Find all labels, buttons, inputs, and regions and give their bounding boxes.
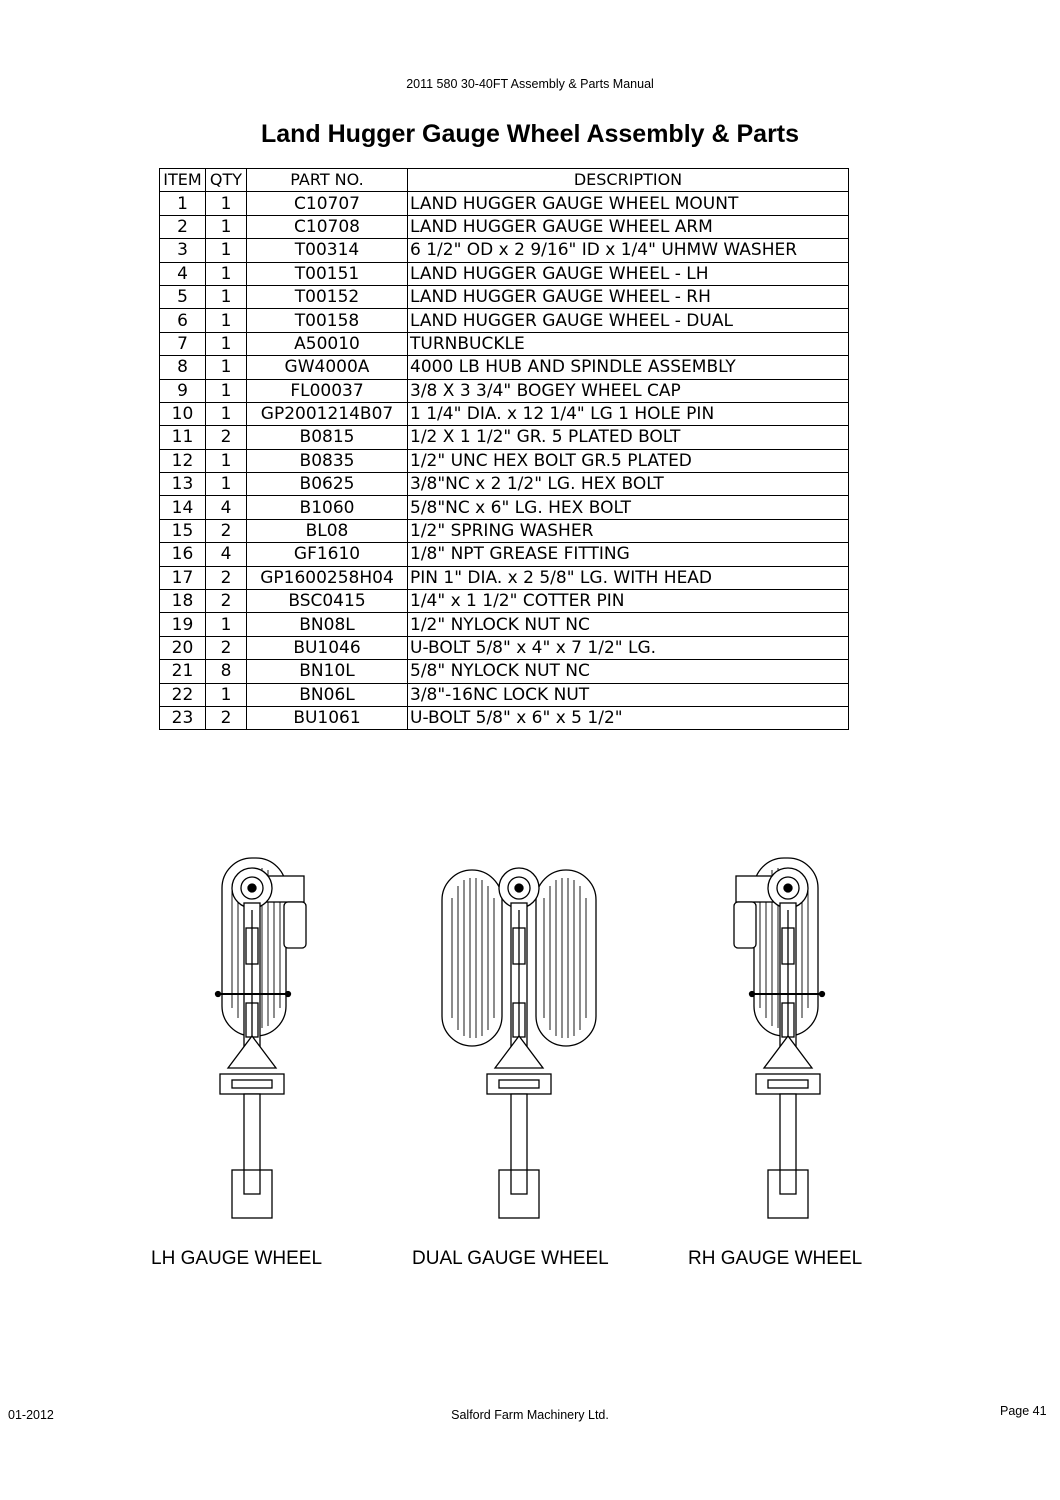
item-cell: 17 (160, 566, 206, 589)
dual-shank (511, 1094, 527, 1194)
part-no-cell: C10707 (247, 192, 408, 215)
dual-right-tire (536, 870, 596, 1046)
table-row (160, 379, 849, 402)
description-cell: 3/8"-16NC LOCK NUT (408, 683, 849, 706)
description-cell: U-BOLT 5/8" x 4" x 7 1/2" LG. (408, 636, 849, 659)
part-no-cell: A50010 (247, 332, 408, 355)
description-cell: 1/4" x 1 1/2" COTTER PIN (408, 590, 849, 613)
part-no-cell: GP2001214B07 (247, 402, 408, 425)
description-cell: 3/8"NC x 2 1/2" LG. HEX BOLT (408, 473, 849, 496)
item-cell: 4 (160, 262, 206, 285)
table-row (160, 192, 849, 215)
item-cell: 5 (160, 285, 206, 308)
qty-cell: 1 (206, 683, 247, 706)
qty-cell: 1 (206, 285, 247, 308)
item-cell: 6 (160, 309, 206, 332)
lh-shank (244, 1094, 260, 1194)
description-cell: PIN 1" DIA. x 2 5/8" LG. WITH HEAD (408, 566, 849, 589)
part-no-cell: BN06L (247, 683, 408, 706)
table-row (160, 426, 849, 449)
table-row (160, 566, 849, 589)
dual-gusset (495, 1036, 543, 1068)
table-row (160, 660, 849, 683)
qty-cell: 2 (206, 566, 247, 589)
part-no-cell: T00152 (247, 285, 408, 308)
header-part-no: PART NO. (247, 169, 408, 192)
item-cell: 7 (160, 332, 206, 355)
table-row (160, 590, 849, 613)
qty-cell: 1 (206, 309, 247, 332)
item-cell: 19 (160, 613, 206, 636)
dual-u-bolt-plate (487, 1074, 551, 1094)
table-row (160, 239, 849, 262)
rh-gauge-wheel-caption: RH GAUGE WHEEL (688, 1248, 863, 1269)
table-row (160, 496, 849, 519)
table-row (160, 543, 849, 566)
table-row (160, 215, 849, 238)
part-no-cell: BU1061 (247, 706, 408, 729)
qty-cell: 2 (206, 426, 247, 449)
part-no-cell: BN10L (247, 660, 408, 683)
item-cell: 1 (160, 192, 206, 215)
qty-cell: 1 (206, 473, 247, 496)
part-no-cell: BU1046 (247, 636, 408, 659)
manual-header: 2011 580 30-40FT Assembly & Parts Manual (406, 77, 654, 91)
qty-cell: 2 (206, 636, 247, 659)
qty-cell: 1 (206, 332, 247, 355)
table-row (160, 683, 849, 706)
lh-u-bolt-plate (220, 1074, 284, 1094)
qty-cell: 1 (206, 262, 247, 285)
description-cell: TURNBUCKLE (408, 332, 849, 355)
table-header-row (160, 169, 849, 192)
header-qty: QTY (206, 169, 247, 192)
dual-gauge-wheel-caption: DUAL GAUGE WHEEL (412, 1248, 609, 1269)
footer-company: Salford Farm Machinery Ltd. (451, 1408, 609, 1422)
rh-gusset (764, 1036, 812, 1068)
table-row (160, 332, 849, 355)
description-cell: LAND HUGGER GAUGE WHEEL ARM (408, 215, 849, 238)
table-row (160, 613, 849, 636)
qty-cell: 2 (206, 519, 247, 542)
header-item: ITEM (160, 169, 206, 192)
qty-cell: 1 (206, 449, 247, 472)
part-no-cell: T00151 (247, 262, 408, 285)
description-cell: 3/8 X 3 3/4" BOGEY WHEEL CAP (408, 379, 849, 402)
part-no-cell: GF1610 (247, 543, 408, 566)
item-cell: 21 (160, 660, 206, 683)
item-cell: 3 (160, 239, 206, 262)
table-row (160, 309, 849, 332)
table-row (160, 449, 849, 472)
qty-cell: 2 (206, 706, 247, 729)
table-row (160, 285, 849, 308)
description-cell: LAND HUGGER GAUGE WHEEL - DUAL (408, 309, 849, 332)
qty-cell: 1 (206, 239, 247, 262)
qty-cell: 1 (206, 402, 247, 425)
qty-cell: 1 (206, 356, 247, 379)
qty-cell: 1 (206, 192, 247, 215)
item-cell: 2 (160, 215, 206, 238)
description-cell: 6 1/2" OD x 2 9/16" ID x 1/4" UHMW WASHER (408, 239, 849, 262)
item-cell: 22 (160, 683, 206, 706)
part-no-cell: BN08L (247, 613, 408, 636)
description-cell: 4000 LB HUB AND SPINDLE ASSEMBLY (408, 356, 849, 379)
part-no-cell: B1060 (247, 496, 408, 519)
part-no-cell: BL08 (247, 519, 408, 542)
part-no-cell: T00314 (247, 239, 408, 262)
rh-u-bolt-plate (756, 1074, 820, 1094)
item-cell: 13 (160, 473, 206, 496)
item-cell: 23 (160, 706, 206, 729)
description-cell: 1/2" SPRING WASHER (408, 519, 849, 542)
part-no-cell: B0835 (247, 449, 408, 472)
table-row (160, 402, 849, 425)
qty-cell: 8 (206, 660, 247, 683)
description-cell: LAND HUGGER GAUGE WHEEL - LH (408, 262, 849, 285)
part-no-cell: B0815 (247, 426, 408, 449)
part-no-cell: BSC0415 (247, 590, 408, 613)
description-cell: 1/8" NPT GREASE FITTING (408, 543, 849, 566)
part-no-cell: C10708 (247, 215, 408, 238)
header-description: DESCRIPTION (408, 169, 849, 192)
description-cell: LAND HUGGER GAUGE WHEEL MOUNT (408, 192, 849, 215)
item-cell: 12 (160, 449, 206, 472)
description-cell: 1 1/4" DIA. x 12 1/4" LG 1 HOLE PIN (408, 402, 849, 425)
item-cell: 14 (160, 496, 206, 519)
item-cell: 8 (160, 356, 206, 379)
table-row (160, 262, 849, 285)
description-cell: 1/2" NYLOCK NUT NC (408, 613, 849, 636)
qty-cell: 1 (206, 613, 247, 636)
qty-cell: 2 (206, 590, 247, 613)
item-cell: 20 (160, 636, 206, 659)
footer-date: 01-2012 (8, 1408, 54, 1422)
rh-shank (780, 1094, 796, 1194)
part-no-cell: GW4000A (247, 356, 408, 379)
item-cell: 9 (160, 379, 206, 402)
item-cell: 16 (160, 543, 206, 566)
qty-cell: 1 (206, 379, 247, 402)
page-title: Land Hugger Gauge Wheel Assembly & Parts (260, 120, 800, 148)
parts-table-body (160, 192, 849, 730)
description-cell: 5/8" NYLOCK NUT NC (408, 660, 849, 683)
dual-gauge-wheel-drawing (438, 848, 598, 1224)
part-no-cell: T00158 (247, 309, 408, 332)
description-cell: 1/2" UNC HEX BOLT GR.5 PLATED (408, 449, 849, 472)
rh-gauge-wheel-drawing (720, 848, 840, 1224)
item-cell: 10 (160, 402, 206, 425)
qty-cell: 4 (206, 496, 247, 519)
parts-table (159, 168, 849, 730)
dual-left-tire (442, 870, 502, 1046)
part-no-cell: FL00037 (247, 379, 408, 402)
table-row (160, 706, 849, 729)
qty-cell: 4 (206, 543, 247, 566)
table-row (160, 636, 849, 659)
description-cell: 1/2 X 1 1/2" GR. 5 PLATED BOLT (408, 426, 849, 449)
lh-gauge-wheel-caption: LH GAUGE WHEEL (151, 1248, 323, 1269)
part-no-cell: B0625 (247, 473, 408, 496)
table-row (160, 519, 849, 542)
description-cell: 5/8"NC x 6" LG. HEX BOLT (408, 496, 849, 519)
table-row (160, 473, 849, 496)
lh-gusset (228, 1036, 276, 1068)
part-no-cell: GP1600258H04 (247, 566, 408, 589)
qty-cell: 1 (206, 215, 247, 238)
description-cell: LAND HUGGER GAUGE WHEEL - RH (408, 285, 849, 308)
table-row (160, 356, 849, 379)
description-cell: U-BOLT 5/8" x 6" x 5 1/2" (408, 706, 849, 729)
item-cell: 15 (160, 519, 206, 542)
lh-gauge-wheel-drawing (200, 848, 320, 1224)
item-cell: 18 (160, 590, 206, 613)
item-cell: 11 (160, 426, 206, 449)
footer-page-number: Page 41 (1000, 1404, 1047, 1418)
